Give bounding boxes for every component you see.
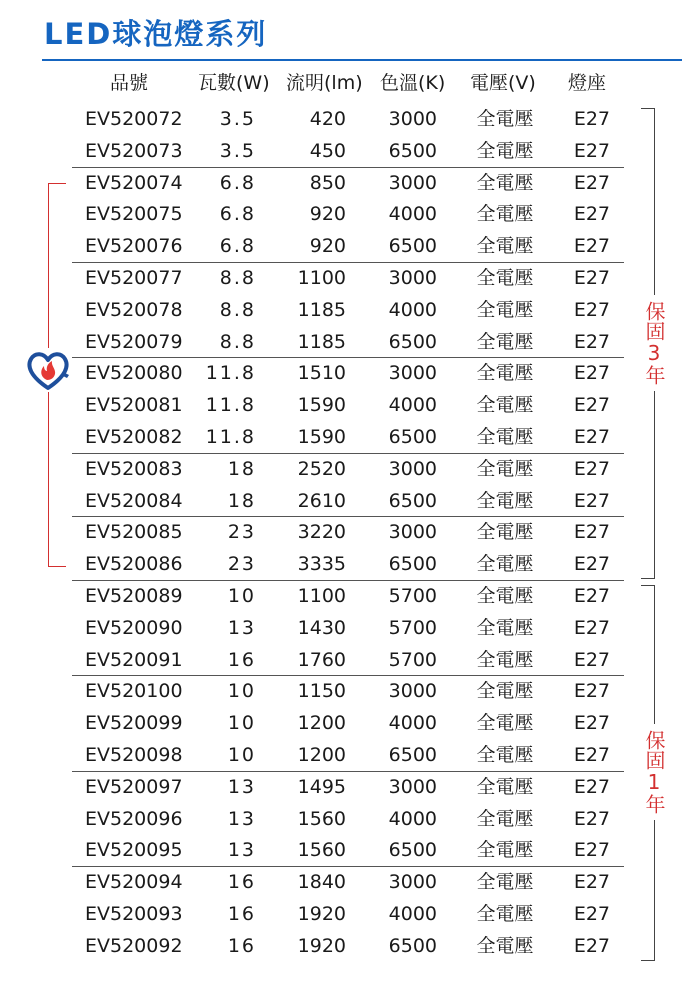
warranty-label: 保固3年: [639, 295, 669, 391]
socket-cell: E27: [573, 298, 610, 321]
model-cell: EV520095: [85, 839, 183, 862]
table-row: [0, 772, 700, 803]
wattage-cell: 23: [227, 553, 256, 576]
table-row: [0, 899, 700, 930]
voltage-cell: 全電壓: [476, 680, 534, 703]
model-cell: EV520080: [85, 362, 183, 385]
lumen-cell: 1100: [297, 267, 346, 289]
wattage-cell: 6.8: [219, 203, 256, 226]
color-temp-cell: 4000: [388, 807, 437, 830]
wattage-cell: 6.8: [219, 171, 256, 194]
header-wattage: 瓦數(W): [198, 72, 270, 94]
group-divider: [72, 167, 624, 168]
model-cell: EV520093: [85, 903, 183, 925]
color-temp-cell: 5700: [388, 648, 437, 671]
voltage-cell: 全電壓: [476, 330, 534, 353]
table-row: [0, 740, 700, 771]
wattage-cell: 16: [227, 871, 256, 894]
color-temp-cell: 3000: [388, 267, 437, 289]
wattage-cell: 3.5: [219, 108, 256, 130]
wattage-cell: 11.8: [205, 426, 256, 448]
color-temp-cell: 3000: [388, 457, 437, 480]
socket-cell: E27: [573, 267, 610, 289]
table-row: [0, 231, 700, 262]
color-temp-cell: 6500: [388, 839, 437, 862]
lumen-cell: 1840: [297, 871, 346, 894]
table-row: [0, 645, 700, 676]
model-cell: EV520076: [85, 235, 183, 258]
lumen-cell: 1185: [297, 298, 346, 321]
voltage-cell: 全電壓: [476, 903, 534, 925]
socket-cell: E27: [573, 235, 610, 258]
table-row: [0, 581, 700, 612]
table-row: [0, 422, 700, 453]
socket-cell: E27: [573, 362, 610, 385]
header-color-temp: 色溫(K): [380, 72, 446, 94]
lumen-cell: 1560: [297, 839, 346, 862]
socket-cell: E27: [573, 330, 610, 353]
model-cell: EV520100: [85, 680, 183, 703]
model-cell: EV520077: [85, 267, 183, 289]
group-divider: [72, 675, 624, 676]
socket-cell: E27: [573, 426, 610, 448]
color-temp-cell: 6500: [388, 330, 437, 353]
lumen-cell: 1495: [297, 775, 346, 798]
table-row: [0, 168, 700, 199]
group-divider: [72, 771, 624, 772]
voltage-cell: 全電壓: [476, 934, 534, 957]
socket-cell: E27: [573, 203, 610, 226]
header-voltage: 電壓(V): [470, 72, 536, 94]
model-cell: EV520091: [85, 648, 183, 671]
color-temp-cell: 3000: [388, 680, 437, 703]
model-cell: EV520085: [85, 521, 183, 544]
wattage-cell: 13: [227, 839, 256, 862]
color-temp-cell: 6500: [388, 934, 437, 957]
voltage-cell: 全電壓: [476, 394, 534, 417]
voltage-cell: 全電壓: [476, 489, 534, 512]
socket-cell: E27: [573, 648, 610, 671]
color-temp-cell: 4000: [388, 903, 437, 925]
voltage-cell: 全電壓: [476, 648, 534, 671]
lumen-cell: 1430: [297, 616, 346, 639]
wattage-cell: 8.8: [219, 298, 256, 321]
table-row: [0, 676, 700, 707]
wattage-cell: 8.8: [219, 330, 256, 353]
table-row: [0, 104, 700, 135]
lumen-cell: 1200: [297, 744, 346, 766]
table-row: [0, 199, 700, 230]
socket-cell: E27: [573, 871, 610, 894]
wattage-cell: 11.8: [205, 394, 256, 417]
warranty-label: 保固1年: [639, 724, 669, 820]
model-cell: EV520090: [85, 616, 183, 639]
table-row: [0, 358, 700, 389]
voltage-cell: 全電壓: [476, 362, 534, 385]
wattage-cell: 6.8: [219, 235, 256, 258]
socket-cell: E27: [573, 680, 610, 703]
voltage-cell: 全電壓: [476, 712, 534, 735]
socket-cell: E27: [573, 744, 610, 766]
model-cell: EV520079: [85, 330, 183, 353]
wattage-cell: 18: [227, 489, 256, 512]
table-row: [0, 390, 700, 421]
socket-cell: E27: [573, 775, 610, 798]
socket-cell: E27: [573, 394, 610, 417]
model-cell: EV520096: [85, 807, 183, 830]
wattage-cell: 13: [227, 616, 256, 639]
wattage-cell: 10: [227, 680, 256, 703]
header-model: 品號: [110, 72, 149, 94]
table-row: [0, 708, 700, 739]
color-temp-cell: 3000: [388, 871, 437, 894]
socket-cell: E27: [573, 839, 610, 862]
wattage-cell: 16: [227, 648, 256, 671]
voltage-cell: 全電壓: [476, 839, 534, 862]
color-temp-cell: 6500: [388, 553, 437, 576]
color-temp-cell: 4000: [388, 298, 437, 321]
header-lumen: 流明(lm): [286, 72, 363, 94]
header-socket: 燈座: [568, 72, 607, 94]
table-row: [0, 486, 700, 517]
wattage-cell: 3.5: [219, 139, 256, 162]
socket-cell: E27: [573, 903, 610, 925]
table-header: [0, 69, 700, 97]
color-temp-cell: 3000: [388, 775, 437, 798]
lumen-cell: 920: [309, 235, 346, 258]
voltage-cell: 全電壓: [476, 744, 534, 766]
wattage-cell: 10: [227, 712, 256, 735]
lumen-cell: 450: [309, 139, 346, 162]
title-underline: [42, 59, 682, 61]
socket-cell: E27: [573, 489, 610, 512]
color-temp-cell: 3000: [388, 171, 437, 194]
model-cell: EV520072: [85, 108, 183, 130]
page-title: LED球泡燈系列: [44, 17, 268, 51]
group-divider: [72, 453, 624, 454]
color-temp-cell: 3000: [388, 108, 437, 130]
group-divider: [72, 357, 624, 358]
group-divider: [72, 516, 624, 517]
table-row: [0, 549, 700, 580]
lumen-cell: 1510: [297, 362, 346, 385]
table-row: [0, 454, 700, 485]
socket-cell: E27: [573, 457, 610, 480]
model-cell: EV520092: [85, 934, 183, 957]
wattage-cell: 8.8: [219, 267, 256, 289]
lumen-cell: 2610: [297, 489, 346, 512]
wattage-cell: 13: [227, 775, 256, 798]
wattage-cell: 18: [227, 457, 256, 480]
wattage-cell: 23: [227, 521, 256, 544]
lumen-cell: 420: [309, 108, 346, 130]
model-cell: EV520074: [85, 171, 183, 194]
wattage-cell: 11.8: [205, 362, 256, 385]
socket-cell: E27: [573, 616, 610, 639]
model-cell: EV520089: [85, 585, 183, 607]
voltage-cell: 全電壓: [476, 807, 534, 830]
lumen-cell: 1590: [297, 394, 346, 417]
socket-cell: E27: [573, 139, 610, 162]
lumen-cell: 1150: [297, 680, 346, 703]
lumen-cell: 1590: [297, 426, 346, 448]
lumen-cell: 1100: [297, 585, 346, 607]
color-temp-cell: 6500: [388, 744, 437, 766]
voltage-cell: 全電壓: [476, 775, 534, 798]
table-row: [0, 517, 700, 548]
voltage-cell: 全電壓: [476, 426, 534, 448]
voltage-cell: 全電壓: [476, 267, 534, 289]
lumen-cell: 1920: [297, 934, 346, 957]
lumen-cell: 1920: [297, 903, 346, 925]
voltage-cell: 全電壓: [476, 871, 534, 894]
table-row: [0, 295, 700, 326]
color-temp-cell: 4000: [388, 203, 437, 226]
voltage-cell: 全電壓: [476, 139, 534, 162]
wattage-cell: 10: [227, 744, 256, 766]
lumen-cell: 3335: [297, 553, 346, 576]
table-row: [0, 327, 700, 358]
voltage-cell: 全電壓: [476, 108, 534, 130]
model-cell: EV520097: [85, 775, 183, 798]
color-temp-cell: 6500: [388, 489, 437, 512]
color-temp-cell: 5700: [388, 585, 437, 607]
wattage-cell: 16: [227, 934, 256, 957]
voltage-cell: 全電壓: [476, 235, 534, 258]
socket-cell: E27: [573, 807, 610, 830]
model-cell: EV520082: [85, 426, 183, 448]
wattage-cell: 10: [227, 585, 256, 607]
color-temp-cell: 5700: [388, 616, 437, 639]
table-row: [0, 835, 700, 866]
color-temp-cell: 4000: [388, 394, 437, 417]
model-cell: EV520073: [85, 139, 183, 162]
model-cell: EV520084: [85, 489, 183, 512]
model-cell: EV520099: [85, 712, 183, 735]
table-row: [0, 136, 700, 167]
socket-cell: E27: [573, 712, 610, 735]
model-cell: EV520081: [85, 394, 183, 417]
lumen-cell: 1185: [297, 330, 346, 353]
voltage-cell: 全電壓: [476, 553, 534, 576]
table-row: [0, 804, 700, 835]
lumen-cell: 1760: [297, 648, 346, 671]
voltage-cell: 全電壓: [476, 171, 534, 194]
socket-cell: E27: [573, 585, 610, 607]
model-cell: EV520098: [85, 744, 183, 766]
socket-cell: E27: [573, 521, 610, 544]
group-divider: [72, 262, 624, 263]
voltage-cell: 全電壓: [476, 203, 534, 226]
lumen-cell: 2520: [297, 457, 346, 480]
model-cell: EV520075: [85, 203, 183, 226]
lumen-cell: 3220: [297, 521, 346, 544]
model-cell: EV520094: [85, 871, 183, 894]
group-divider: [72, 866, 624, 867]
group-divider: [72, 580, 624, 581]
voltage-cell: 全電壓: [476, 585, 534, 607]
socket-cell: E27: [573, 108, 610, 130]
lumen-cell: 1200: [297, 712, 346, 735]
voltage-cell: 全電壓: [476, 457, 534, 480]
socket-cell: E27: [573, 934, 610, 957]
lumen-cell: 1560: [297, 807, 346, 830]
model-cell: EV520083: [85, 457, 183, 480]
socket-cell: E27: [573, 171, 610, 194]
table-row: [0, 613, 700, 644]
table-row: [0, 867, 700, 898]
color-temp-cell: 6500: [388, 235, 437, 258]
lumen-cell: 850: [309, 171, 346, 194]
voltage-cell: 全電壓: [476, 521, 534, 544]
heart-flame-icon: [25, 349, 71, 391]
table-row: [0, 931, 700, 962]
color-temp-cell: 3000: [388, 521, 437, 544]
lumen-cell: 920: [309, 203, 346, 226]
color-temp-cell: 4000: [388, 712, 437, 735]
model-cell: EV520078: [85, 298, 183, 321]
color-temp-cell: 3000: [388, 362, 437, 385]
table-row: [0, 263, 700, 294]
model-cell: EV520086: [85, 553, 183, 576]
voltage-cell: 全電壓: [476, 298, 534, 321]
socket-cell: E27: [573, 553, 610, 576]
color-temp-cell: 6500: [388, 426, 437, 448]
color-temp-cell: 6500: [388, 139, 437, 162]
voltage-cell: 全電壓: [476, 616, 534, 639]
wattage-cell: 16: [227, 903, 256, 925]
wattage-cell: 13: [227, 807, 256, 830]
